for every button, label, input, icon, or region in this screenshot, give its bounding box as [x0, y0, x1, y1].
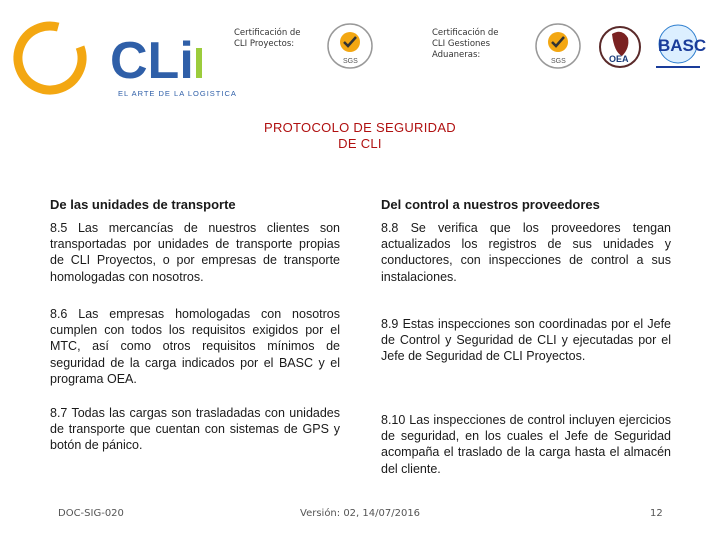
title-line-1: PROTOCOLO DE SEGURIDAD — [263, 120, 456, 135]
svg-text:OEA: OEA — [609, 54, 629, 64]
logo-letters: CLi — [110, 32, 194, 90]
basc-logo-icon — [650, 22, 706, 72]
paragraph-8-7: 8.7 Todas las cargas son trasladadas con unidades de transporte que cuentan con sistemas de GPS y botón de pánico. — [50, 406, 340, 453]
svg-text:SGS: SGS — [551, 58, 566, 65]
svg-text:SGS: SGS — [343, 58, 358, 65]
title-line-2: DE CLI — [338, 136, 382, 151]
paragraph-8-9: 8.9 Estas inspecciones son coordinadas por el Jefe de Control y Seguridad de CLI y ejecutadas por el Jefe de Seguridad de CLI Proyectos. — [381, 317, 671, 364]
right-heading: Del control a nuestros proveedores — [381, 197, 600, 212]
cert-proyectos-label: Certificación de CLI Proyectos: — [234, 28, 301, 49]
page-title — [200, 120, 520, 152]
cert-aduaneras-label: Certificación de CLI Gestiones Aduaneras: — [432, 28, 499, 60]
company-logo — [14, 18, 237, 100]
version-label: Versión: 02, 14/07/2016 — [300, 508, 421, 519]
oea-seal-icon — [598, 22, 642, 72]
left-heading: De las unidades de transporte — [50, 197, 236, 212]
logo-tagline: EL ARTE DE LA LOGISTICA — [118, 89, 237, 98]
page-number: 12 — [650, 508, 663, 519]
paragraph-8-6: 8.6 Las empresas homologadas con nosotros cumplen con todos los requisitos exigidos por el MTC, así como otros requisitos mínimos de seguridad de la carga indicados por el BASC y el programa OEA. — [50, 307, 340, 386]
doc-code: DOC-SIG-020 — [58, 508, 124, 519]
paragraph-8-8: 8.8 Se verifica que los proveedores tengan actualizados los registros de sus unidades y conductores, con inspecciones de control a sus instalaciones. — [381, 221, 671, 284]
paragraph-8-10: 8.10 Las inspecciones de control incluyen ejercicios de seguridad, en los cuales el Jefe de Seguridad acompaña el traslado de la carga hasta el almacén del cliente. — [381, 413, 671, 476]
paragraph-8-5: 8.5 Las mercancías de nuestros clientes son transportadas por unidades de transporte propias de CLI Proyectos, o por empresas de transporte homologadas con nosotros. — [50, 221, 340, 284]
sgs-seal-icon — [326, 22, 374, 70]
sgs-seal-icon — [534, 22, 582, 70]
cli-logo-icon — [14, 18, 237, 100]
svg-text:BASC: BASC — [658, 36, 707, 55]
